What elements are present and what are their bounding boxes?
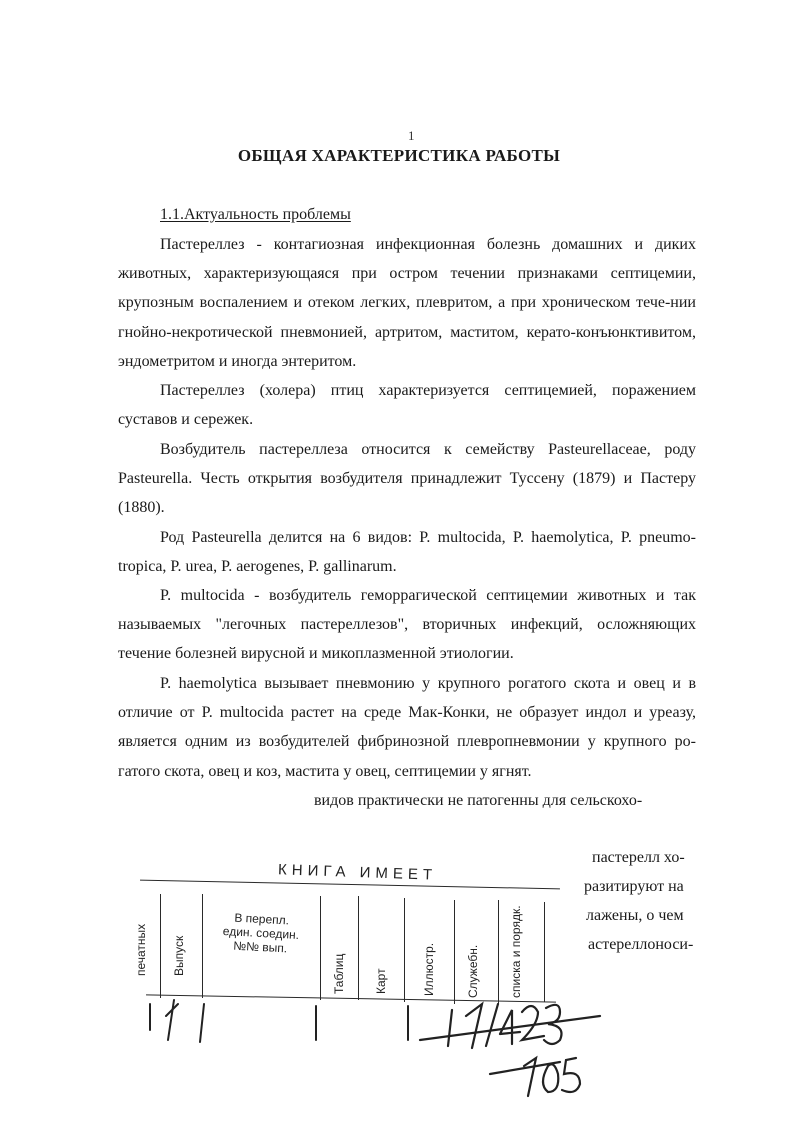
- handwritten-11: [150, 1000, 408, 1042]
- handwritten-17423: [420, 1004, 600, 1048]
- paragraph-1: Пастереллез - контагиозная инфекционная болезнь домашних и диких животных, характеризующаяся при остром течении признаками септицемии, крупозным воспалением и отеком легких, плевритом, а при хроническом тече-нии гнойно-некротической пневмонией, артритом, маститом, керато-конъюнктивитом, эндометритом и иногда энтеритом.: [118, 236, 696, 370]
- page-marker: 1: [408, 128, 415, 143]
- stamp-col-spiska: списка и порядк.: [509, 905, 523, 998]
- stamp-title: КНИГА ИМЕЕТ: [277, 861, 438, 884]
- stamp-pereplet-line-3: №№ вып.: [232, 938, 288, 956]
- partial-line-4: лажены, о чем: [586, 907, 684, 924]
- paragraph-3: Возбудитель пастереллеза относится к семейству Pasteurellaceae, роду Pasteurella. Честь открытия возбудителя принадлежит Туссену (1879) и Пастеру (1880).: [118, 441, 696, 517]
- section-heading: 1.1.Актуальность проблемы: [160, 206, 351, 223]
- stamp-col-vypusk: Выпуск: [172, 935, 186, 976]
- paragraph-4: Род Pasteurella делится на 6 видов: P. multocida, P. haemolytica, P. pneumo-tropica, P. urea, P. aerogenes, P. gallinarum.: [118, 529, 696, 576]
- paragraph-2: Пастереллез (холера) птиц характеризуется септицемией, поражением суставов и сережек.: [118, 382, 696, 429]
- partial-line-1: видов практически не патогенны для сельскохо-: [314, 792, 643, 809]
- stamp-col-sluzhebn: Служебн.: [466, 944, 480, 998]
- stamp-col-illyustr: Иллюстр.: [422, 942, 436, 996]
- stamp-pereplet-line-2: един. соедин.: [222, 924, 300, 942]
- partial-line-3: разитируют на: [584, 878, 684, 895]
- paragraph-5: P. multocida - возбудитель геморрагической септицемии животных и так называемых "легочных пастереллезов", вторичных инфекций, осложняющих течение болезней вирусной и микоплазменной этиологии.: [118, 587, 696, 663]
- partial-line-5: астереллоноси-: [588, 936, 694, 953]
- stamp-col-kart: Карт: [374, 968, 388, 994]
- stamp-col-pechatnyh: печатных: [134, 923, 148, 976]
- partial-line-2: пастерелл хо-: [592, 849, 685, 866]
- handwritten-105: [490, 1058, 580, 1096]
- stamp-pereplet-line-1: В перепл.: [234, 910, 290, 928]
- stamp-col-tablic: Таблиц: [332, 953, 346, 994]
- paragraph-6: P. haemolytica вызывает пневмонию у крупного рогатого скота и овец и в отличие от P. multocida растет на среде Мак-Конки, не образует индол и уреазу, является одним из возбудителей фибринозной плевропневмонии у крупного ро-гатого скота, овец и коз, мастита у овец, септицемии у ягнят.: [118, 675, 696, 780]
- page-title: ОБЩАЯ ХАРАКТЕРИСТИКА РАБОТЫ: [237, 146, 561, 165]
